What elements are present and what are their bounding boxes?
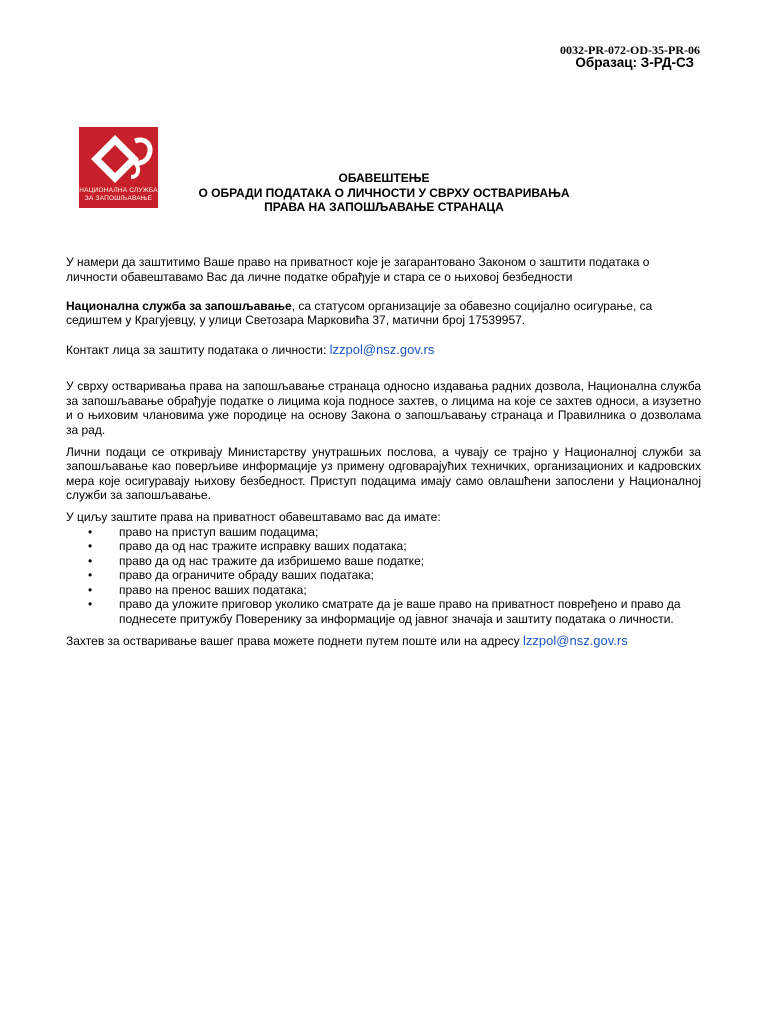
contact-label: Контакт лица за заштиту података о личности: xyxy=(66,342,330,357)
document-title xyxy=(0,171,768,215)
document-code: 0032-PR-072-OD-35-PR-06 xyxy=(560,43,700,57)
title-line-1: ОБАВЕШТЕЊЕ xyxy=(338,171,430,185)
rights-list-item: • право на пренос ваших података; xyxy=(99,583,701,598)
rights-list-item: • право на приступ вашим подацима; xyxy=(99,525,701,540)
intro-paragraph: У намери да заштитимо Ваше право на приватност које је загарантовано Законом о заштити података о личности обавештавамо Вас да личне податке обрађује и стара се о њиховој безбедности xyxy=(66,255,650,284)
rights-list-item: • право да од нас тражите исправку ваших података; xyxy=(99,539,701,554)
title-line-3: ПРАВА НА ЗАПОШЉАВАЊЕ СТРАНАЦА xyxy=(264,200,504,214)
contact-paragraph xyxy=(66,343,701,358)
rights-list-item: • право да ограничите обраду ваших података; xyxy=(99,568,701,583)
title-line-2: О ОБРАДИ ПОДАТАКА О ЛИЧНОСТИ У СВРХУ ОСТВАРИВАЊА xyxy=(198,185,570,200)
request-text: Захтев за остваривање вашег права можете поднети путем поште или на адресу xyxy=(66,633,524,648)
request-paragraph xyxy=(66,634,701,649)
rights-list xyxy=(66,525,701,627)
organization-details: , са статусом организације за обавезно социјално осигурање, са седиштем у Крагујевцу, у улици Светозара Марковића 37, матични број 17539957. xyxy=(66,298,653,328)
contact-email-link[interactable]: lzzpol@nsz.gov.rs xyxy=(329,341,435,357)
organization-paragraph xyxy=(66,299,701,328)
rights-list-item: • право да од нас тражите да избришемо ваше податке; xyxy=(99,554,701,569)
organization-name: Национална служба за запошљавање xyxy=(66,298,292,313)
logo-text-line2: ЗА ЗАПОШЉАВАЊЕ xyxy=(84,195,153,202)
document-body xyxy=(66,255,701,648)
disclosure-paragraph: Лични подаци се откривају Министарству унутрашњих послова, а чувају се трајно у Националној служби за запошљавање као поверљиве информације уз примену одговарајућих техничких, организационих и кадровских мера које осигуравају њихову безбедност. Приступ подацима имају само овлашћени запослени у Националној служби за запошљавање. xyxy=(66,444,701,503)
rights-list-item: • право да уложите приговор уколико сматрате да је ваше право на приватност повређено и право да поднесете притужбу Поверенику за информације од јавног значаја и заштиту података о личности. xyxy=(99,597,701,626)
rights-intro: У циљу заштите права на приватност обавештавамо вас да имате: xyxy=(66,509,441,524)
logo-text-line1: НАЦИОНАЛНА СЛУЖБА xyxy=(79,187,158,194)
purpose-paragraph: У сврху остваривања права на запошљавање странаца односно издавања радних дозвола, Национална служба за запошљавање обрађује податке о лицима која подносе захтев, о лицима на које се захтев односи, а изузетно и о њиховим члановима уже породице на основу Закона о запошљавању странаца и Правилника о дозволама за рад. xyxy=(66,379,701,437)
form-code: Образац: З-РД-СЗ xyxy=(575,55,694,70)
request-email-link[interactable]: lzzpol@nsz.gov.rs xyxy=(523,632,628,648)
